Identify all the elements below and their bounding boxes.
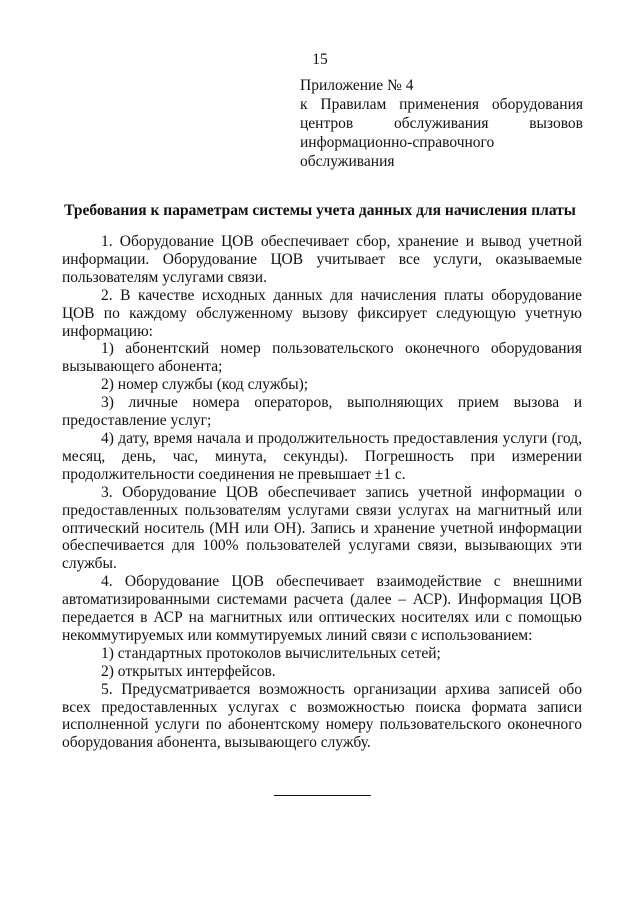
- appendix-reference-line: к Правилам применения оборудования: [300, 96, 583, 113]
- list-item: 1) абонентский номер пользовательского оконечного оборудования вызывающего абонента;: [62, 340, 582, 376]
- appendix-number: Приложение № 4: [300, 77, 414, 94]
- paragraph: 5. Предусматривается возможность организации архива записей обо всех предоставленных услугах с возможностью поиска формата записи исполненной услуги по абонентскому номеру пользовательского оконечного оборудования абонента, вызывающего службу.: [62, 680, 582, 752]
- appendix-reference-line: центров обслуживания вызовов: [300, 115, 583, 132]
- list-item: 3) личные номера операторов, выполняющих прием вызова и предоставление услуг;: [62, 394, 582, 430]
- list-item: 1) стандартных протоколов вычислительных сетей;: [101, 644, 441, 662]
- appendix-header: [300, 76, 583, 171]
- list-item: 2) открытых интерфейсов.: [101, 662, 276, 680]
- appendix-reference-line: информационно-справочного обслуживания: [300, 134, 495, 170]
- paragraph: 4. Оборудование ЦОВ обеспечивает взаимодействие с внешними автоматизированными системами расчета (далее – АСР). Информация ЦОВ передается в АСР на магнитных или оптических носителях или с помощью некоммутируемых или коммутируемых линий связи с использованием:: [62, 573, 582, 644]
- list-item: 4) дату, время начала и продолжительность предоставления услуги (год, месяц, день, час, минута, секунды). Погрешность при измерении продолжительности соединения не превышает ±1 с.: [62, 429, 582, 483]
- list-item: 2) номер службы (код службы);: [101, 376, 309, 394]
- paragraph: 3. Оборудование ЦОВ обеспечивает запись учетной информации о предоставленных пользователям услугами связи услугах на магнитный или оптический носитель (МН или ОН). Запись и хранение учетной информации обеспечивается для 100% пользователей услугами связи, вызывающих эти службы.: [62, 483, 582, 573]
- page-number: 15: [312, 51, 328, 68]
- paragraph: 2. В качестве исходных данных для начисления платы оборудование ЦОВ по каждому обслуженному вызову фиксирует следующую учетную информацию:: [62, 286, 582, 340]
- paragraph: 1. Оборудование ЦОВ обеспечивает сбор, хранение и вывод учетной информации. Оборудование ЦОВ учитывает все услуги, оказываемые пользователям услугами связи.: [62, 233, 582, 286]
- document-body: [62, 233, 582, 752]
- document-title: Требования к параметрам системы учета данных для начисления платы: [64, 202, 576, 219]
- end-rule: [274, 795, 371, 796]
